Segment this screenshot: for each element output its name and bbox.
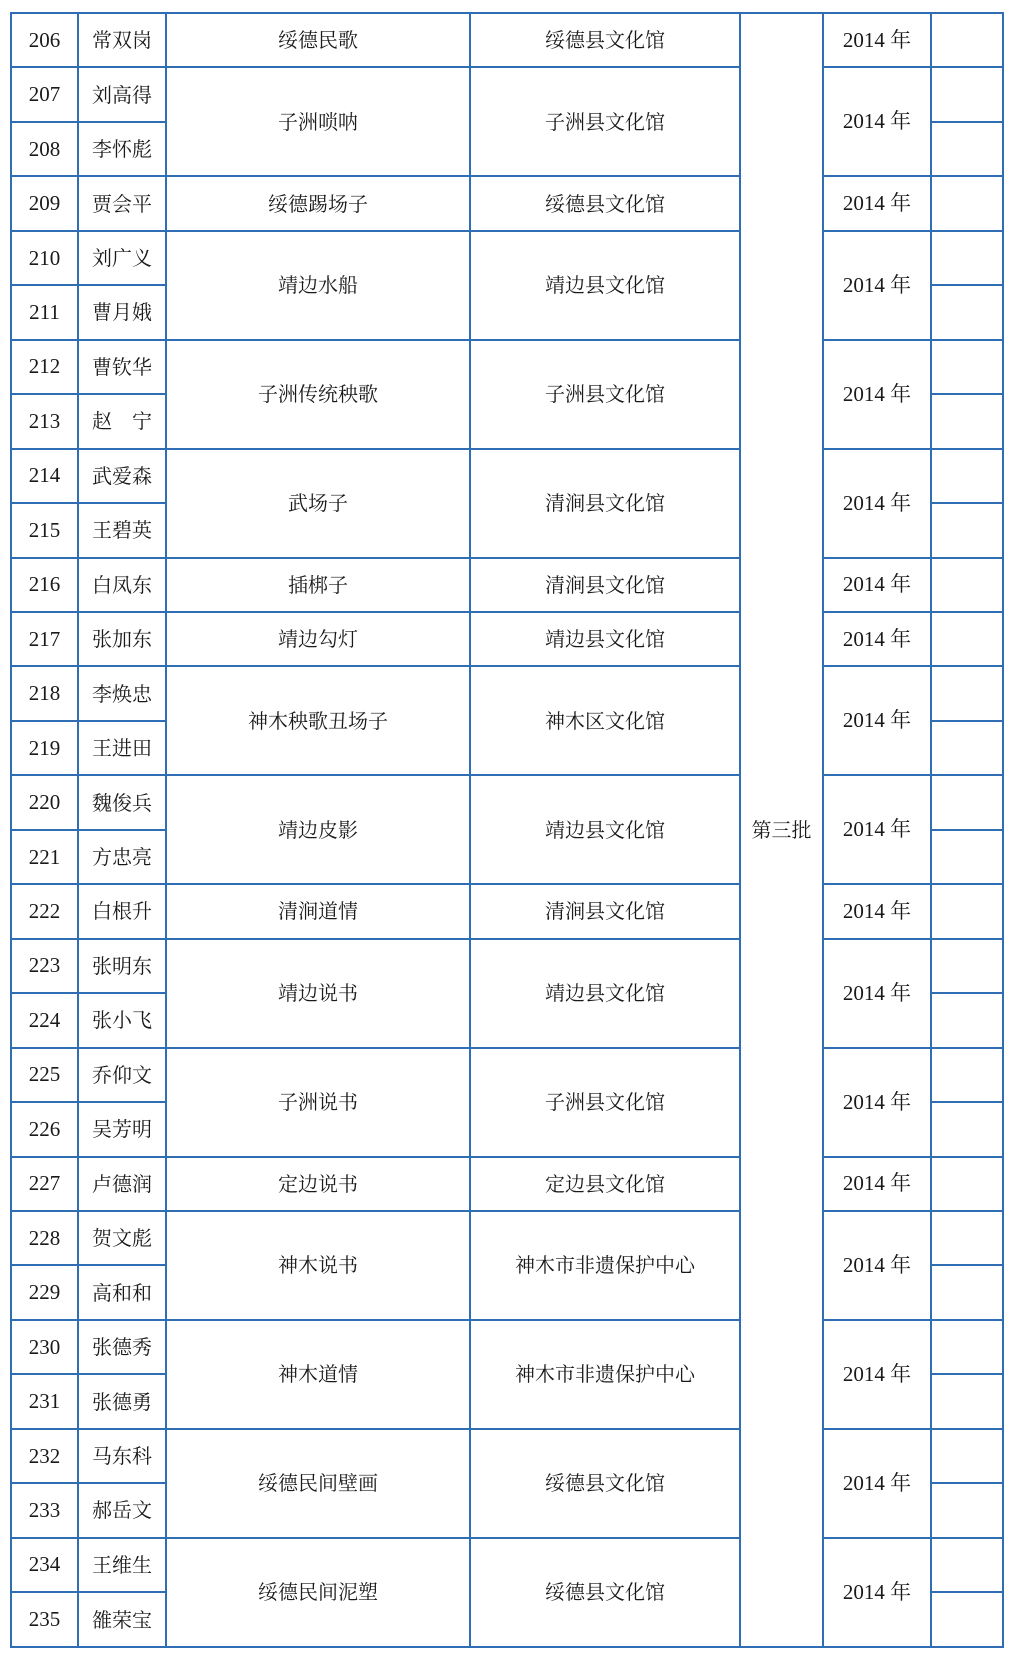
table-row bbox=[11, 1429, 1003, 1483]
project-name: 绥德民间壁画 bbox=[166, 1429, 470, 1538]
inheritor-name: 高和和 bbox=[78, 1265, 166, 1319]
inheritor-table bbox=[10, 12, 1004, 1648]
row-number: 217 bbox=[11, 612, 78, 666]
year-cell: 2014 年 bbox=[823, 939, 931, 1048]
project-name: 绥德民间泥塑 bbox=[166, 1538, 470, 1647]
note-cell bbox=[931, 939, 1003, 993]
note-cell bbox=[931, 775, 1003, 829]
table-row bbox=[11, 1048, 1003, 1102]
year-cell: 2014 年 bbox=[823, 13, 931, 67]
project-name: 子洲说书 bbox=[166, 1048, 470, 1157]
note-cell bbox=[931, 1429, 1003, 1483]
row-number: 206 bbox=[11, 13, 78, 67]
project-name: 定边说书 bbox=[166, 1157, 470, 1211]
inheritor-name: 郝岳文 bbox=[78, 1483, 166, 1537]
note-cell bbox=[931, 1483, 1003, 1537]
project-name: 清涧道情 bbox=[166, 884, 470, 938]
row-number: 226 bbox=[11, 1102, 78, 1156]
inheritor-name: 白根升 bbox=[78, 884, 166, 938]
project-name: 子洲传统秧歌 bbox=[166, 340, 470, 449]
row-number: 212 bbox=[11, 340, 78, 394]
project-name: 插梆子 bbox=[166, 558, 470, 612]
note-cell bbox=[931, 612, 1003, 666]
year-cell: 2014 年 bbox=[823, 1429, 931, 1538]
note-cell bbox=[931, 993, 1003, 1047]
table-row bbox=[11, 176, 1003, 230]
protection-unit: 子洲县文化馆 bbox=[470, 1048, 740, 1157]
year-cell: 2014 年 bbox=[823, 67, 931, 176]
row-number: 235 bbox=[11, 1592, 78, 1647]
protection-unit: 清涧县文化馆 bbox=[470, 884, 740, 938]
note-cell bbox=[931, 1374, 1003, 1428]
year-cell: 2014 年 bbox=[823, 1320, 931, 1429]
inheritor-name: 张明东 bbox=[78, 939, 166, 993]
table-row bbox=[11, 558, 1003, 612]
inheritor-name: 魏俊兵 bbox=[78, 775, 166, 829]
inheritor-name: 乔仰文 bbox=[78, 1048, 166, 1102]
row-number: 225 bbox=[11, 1048, 78, 1102]
row-number: 224 bbox=[11, 993, 78, 1047]
table-row bbox=[11, 1320, 1003, 1374]
row-number: 228 bbox=[11, 1211, 78, 1265]
project-name: 靖边说书 bbox=[166, 939, 470, 1048]
protection-unit: 定边县文化馆 bbox=[470, 1157, 740, 1211]
inheritor-name: 王维生 bbox=[78, 1538, 166, 1592]
project-name: 子洲唢呐 bbox=[166, 67, 470, 176]
project-name: 靖边水船 bbox=[166, 231, 470, 340]
note-cell bbox=[931, 13, 1003, 67]
year-cell: 2014 年 bbox=[823, 231, 931, 340]
row-number: 215 bbox=[11, 503, 78, 557]
year-cell: 2014 年 bbox=[823, 1157, 931, 1211]
project-name: 武场子 bbox=[166, 449, 470, 558]
year-cell: 2014 年 bbox=[823, 1048, 931, 1157]
inheritor-name: 曹钦华 bbox=[78, 340, 166, 394]
table-row bbox=[11, 1538, 1003, 1592]
year-cell: 2014 年 bbox=[823, 449, 931, 558]
project-name: 神木说书 bbox=[166, 1211, 470, 1320]
year-cell: 2014 年 bbox=[823, 775, 931, 884]
table-row bbox=[11, 67, 1003, 121]
table-row bbox=[11, 612, 1003, 666]
year-cell: 2014 年 bbox=[823, 884, 931, 938]
row-number: 234 bbox=[11, 1538, 78, 1592]
protection-unit: 子洲县文化馆 bbox=[470, 340, 740, 449]
row-number: 216 bbox=[11, 558, 78, 612]
note-cell bbox=[931, 67, 1003, 121]
note-cell bbox=[931, 394, 1003, 448]
protection-unit: 神木区文化馆 bbox=[470, 666, 740, 775]
protection-unit: 绥德县文化馆 bbox=[470, 13, 740, 67]
inheritor-name: 贾会平 bbox=[78, 176, 166, 230]
inheritor-name: 王进田 bbox=[78, 721, 166, 775]
row-number: 221 bbox=[11, 830, 78, 884]
row-number: 231 bbox=[11, 1374, 78, 1428]
table-row bbox=[11, 13, 1003, 67]
protection-unit: 绥德县文化馆 bbox=[470, 1429, 740, 1538]
note-cell bbox=[931, 1048, 1003, 1102]
row-number: 220 bbox=[11, 775, 78, 829]
protection-unit: 子洲县文化馆 bbox=[470, 67, 740, 176]
year-cell: 2014 年 bbox=[823, 1211, 931, 1320]
year-cell: 2014 年 bbox=[823, 666, 931, 775]
row-number: 219 bbox=[11, 721, 78, 775]
row-number: 213 bbox=[11, 394, 78, 448]
inheritor-name: 吴芳明 bbox=[78, 1102, 166, 1156]
note-cell bbox=[931, 1265, 1003, 1319]
inheritor-name: 李焕忠 bbox=[78, 666, 166, 720]
note-cell bbox=[931, 285, 1003, 339]
row-number: 223 bbox=[11, 939, 78, 993]
year-cell: 2014 年 bbox=[823, 612, 931, 666]
note-cell bbox=[931, 558, 1003, 612]
table-row bbox=[11, 340, 1003, 394]
inheritor-name: 马东科 bbox=[78, 1429, 166, 1483]
inheritor-name: 张小飞 bbox=[78, 993, 166, 1047]
inheritor-name: 武爱森 bbox=[78, 449, 166, 503]
inheritor-name: 白凤东 bbox=[78, 558, 166, 612]
row-number: 214 bbox=[11, 449, 78, 503]
protection-unit: 靖边县文化馆 bbox=[470, 775, 740, 884]
row-number: 211 bbox=[11, 285, 78, 339]
protection-unit: 清涧县文化馆 bbox=[470, 558, 740, 612]
table-row bbox=[11, 775, 1003, 829]
protection-unit: 神木市非遗保护中心 bbox=[470, 1211, 740, 1320]
year-cell: 2014 年 bbox=[823, 176, 931, 230]
table-row bbox=[11, 1211, 1003, 1265]
protection-unit: 绥德县文化馆 bbox=[470, 176, 740, 230]
row-number: 230 bbox=[11, 1320, 78, 1374]
project-name: 靖边勾灯 bbox=[166, 612, 470, 666]
protection-unit: 靖边县文化馆 bbox=[470, 231, 740, 340]
inheritor-name: 常双岗 bbox=[78, 13, 166, 67]
inheritor-name: 张加东 bbox=[78, 612, 166, 666]
note-cell bbox=[931, 1320, 1003, 1374]
inheritor-name: 张德秀 bbox=[78, 1320, 166, 1374]
row-number: 222 bbox=[11, 884, 78, 938]
protection-unit: 靖边县文化馆 bbox=[470, 612, 740, 666]
note-cell bbox=[931, 1102, 1003, 1156]
note-cell bbox=[931, 449, 1003, 503]
inheritor-name: 刘广义 bbox=[78, 231, 166, 285]
year-cell: 2014 年 bbox=[823, 1538, 931, 1647]
project-name: 神木秧歌丑场子 bbox=[166, 666, 470, 775]
protection-unit: 神木市非遗保护中心 bbox=[470, 1320, 740, 1429]
row-number: 209 bbox=[11, 176, 78, 230]
note-cell bbox=[931, 1538, 1003, 1592]
table-row bbox=[11, 666, 1003, 720]
row-number: 227 bbox=[11, 1157, 78, 1211]
inheritor-name: 雒荣宝 bbox=[78, 1592, 166, 1647]
year-cell: 2014 年 bbox=[823, 558, 931, 612]
note-cell bbox=[931, 1157, 1003, 1211]
inheritor-name: 李怀彪 bbox=[78, 122, 166, 176]
project-name: 绥德踢场子 bbox=[166, 176, 470, 230]
inheritor-name: 曹月娥 bbox=[78, 285, 166, 339]
note-cell bbox=[931, 503, 1003, 557]
note-cell bbox=[931, 231, 1003, 285]
row-number: 208 bbox=[11, 122, 78, 176]
row-number: 210 bbox=[11, 231, 78, 285]
year-cell: 2014 年 bbox=[823, 340, 931, 449]
inheritor-name: 王碧英 bbox=[78, 503, 166, 557]
protection-unit: 靖边县文化馆 bbox=[470, 939, 740, 1048]
inheritor-name: 张德勇 bbox=[78, 1374, 166, 1428]
note-cell bbox=[931, 176, 1003, 230]
note-cell bbox=[931, 340, 1003, 394]
inheritor-name: 卢德润 bbox=[78, 1157, 166, 1211]
note-cell bbox=[931, 884, 1003, 938]
protection-unit: 清涧县文化馆 bbox=[470, 449, 740, 558]
row-number: 233 bbox=[11, 1483, 78, 1537]
row-number: 207 bbox=[11, 67, 78, 121]
note-cell bbox=[931, 1211, 1003, 1265]
table-row bbox=[11, 884, 1003, 938]
project-name: 靖边皮影 bbox=[166, 775, 470, 884]
table-row bbox=[11, 231, 1003, 285]
row-number: 229 bbox=[11, 1265, 78, 1319]
note-cell bbox=[931, 721, 1003, 775]
row-number: 232 bbox=[11, 1429, 78, 1483]
inheritor-list-sheet bbox=[10, 12, 1002, 1648]
table-row bbox=[11, 449, 1003, 503]
protection-unit: 绥德县文化馆 bbox=[470, 1538, 740, 1647]
note-cell bbox=[931, 830, 1003, 884]
project-name: 神木道情 bbox=[166, 1320, 470, 1429]
inheritor-name: 刘高得 bbox=[78, 67, 166, 121]
table-row bbox=[11, 1157, 1003, 1211]
inheritor-name: 贺文彪 bbox=[78, 1211, 166, 1265]
project-name: 绥德民歌 bbox=[166, 13, 470, 67]
inheritor-name: 方忠亮 bbox=[78, 830, 166, 884]
note-cell bbox=[931, 666, 1003, 720]
note-cell bbox=[931, 1592, 1003, 1647]
row-number: 218 bbox=[11, 666, 78, 720]
inheritor-name: 赵 宁 bbox=[78, 394, 166, 448]
note-cell bbox=[931, 122, 1003, 176]
batch-label: 第三批 bbox=[740, 13, 823, 1647]
table-row bbox=[11, 939, 1003, 993]
